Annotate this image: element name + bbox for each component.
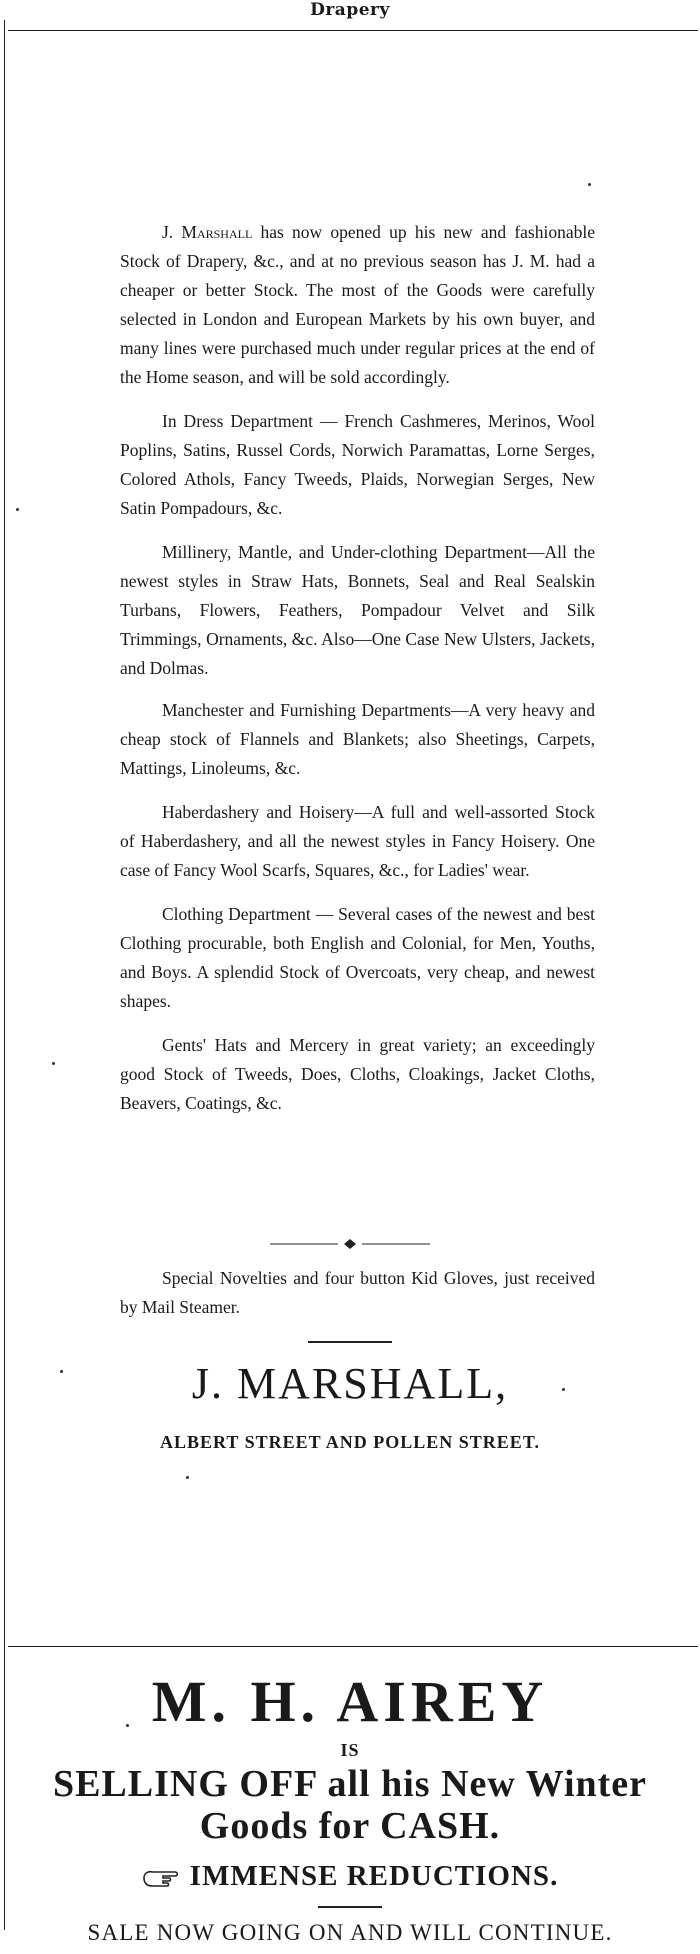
merchant-address: ALBERT STREET AND POLLEN STREET. (160, 1432, 540, 1452)
left-column-rule (4, 20, 5, 1930)
gents-paragraph: Gents' Hats and Mercery in great variety; an exceedingly good Stock of Tweeds, Does, Cloths, Cloakings, Jacket Cloths, Beavers, Coatings, &c. (120, 1035, 595, 1113)
intro-text: has now opened up his new and fashionable Stock of Drapery, &c., and at no previous season has J. M. had a cheaper or better Stock. The most of the Goods were carefully selected in London and European Markets by his own buyer, and many lines were purchased much under regular prices at the end of the Home season, and will be sold accordingly. (120, 222, 595, 387)
print-speck (16, 508, 19, 511)
special-notice (120, 1264, 595, 1322)
airey-reductions (0, 1860, 700, 1893)
airey-name: M. H. AIREY (151, 1669, 549, 1734)
reductions-rule (318, 1906, 382, 1908)
airey-sale-line: SALE NOW GOING ON AND WILL CONTINUE. (87, 1920, 613, 1945)
special-paragraph: Special Novelties and four button Kid Gloves, just received by Mail Steamer. (120, 1268, 595, 1317)
clothing-paragraph: Clothing Department — Several cases of the newest and best Clothing procurable, both English and Colonial, for Men, Youths, and Boys. A splendid Stock of Overcoats, very cheap, and newest shapes. (120, 904, 595, 1011)
marshall-body (120, 218, 595, 1118)
haberdashery-paragraph: Haberdashery and Hoisery—A full and well-assorted Stock of Haberdashery, and all the newest styles in Fancy Hoisery. One case of Fancy Wool Scarfs, Squares, &c., for Ladies' wear. (120, 802, 595, 880)
airey-selling-line: SELLING OFF all his New Winter (52, 1763, 648, 1805)
merchant-name: J. MARSHALL, (191, 1359, 509, 1408)
print-speck (562, 1388, 565, 1391)
print-speck (52, 1062, 55, 1065)
print-speck (186, 1476, 189, 1479)
page-title: Drapery (310, 0, 390, 20)
manchester-paragraph: Manchester and Furnishing Departments—A very heavy and cheap stock of Flannels and Blankets; also Sheetings, Carpets, Mattings, Linoleums, &c. (120, 700, 595, 778)
intro-paragraph (120, 218, 595, 392)
pointing-hand-icon (142, 1868, 180, 1888)
dress-paragraph: In Dress Department — French Cashmeres, Merinos, Wool Poplins, Satins, Russel Cords, Norwich Paramattas, Lorne Serges, Colored Athols, Fancy Tweeds, Plaids, Norwegian Serges, New Satin Pompadours, &c. (120, 411, 595, 518)
reductions-text: IMMENSE REDUCTIONS. (189, 1860, 559, 1892)
header-rule (8, 30, 698, 31)
millinery-paragraph: Millinery, Mantle, and Under-clothing Department—All the newest styles in Straw Hats, Bonnets, Seal and Real Sealskin Turbans, Flowers, Feathers, Pompadour Velvet and Silk Trimmings, Ornaments, &c. Also—One Case New Ulsters, Jackets, and Dolmas. (120, 542, 595, 678)
airey-goods-line: Goods for CASH. (199, 1805, 501, 1847)
print-speck (60, 1370, 63, 1373)
name-rule (308, 1341, 392, 1343)
ad-separator-rule (8, 1646, 698, 1647)
intro-name: J. Marshall (162, 222, 253, 242)
airey-is: IS (340, 1740, 360, 1760)
divider-ornament (270, 1238, 430, 1250)
print-speck (126, 1724, 129, 1727)
print-speck (588, 183, 591, 186)
